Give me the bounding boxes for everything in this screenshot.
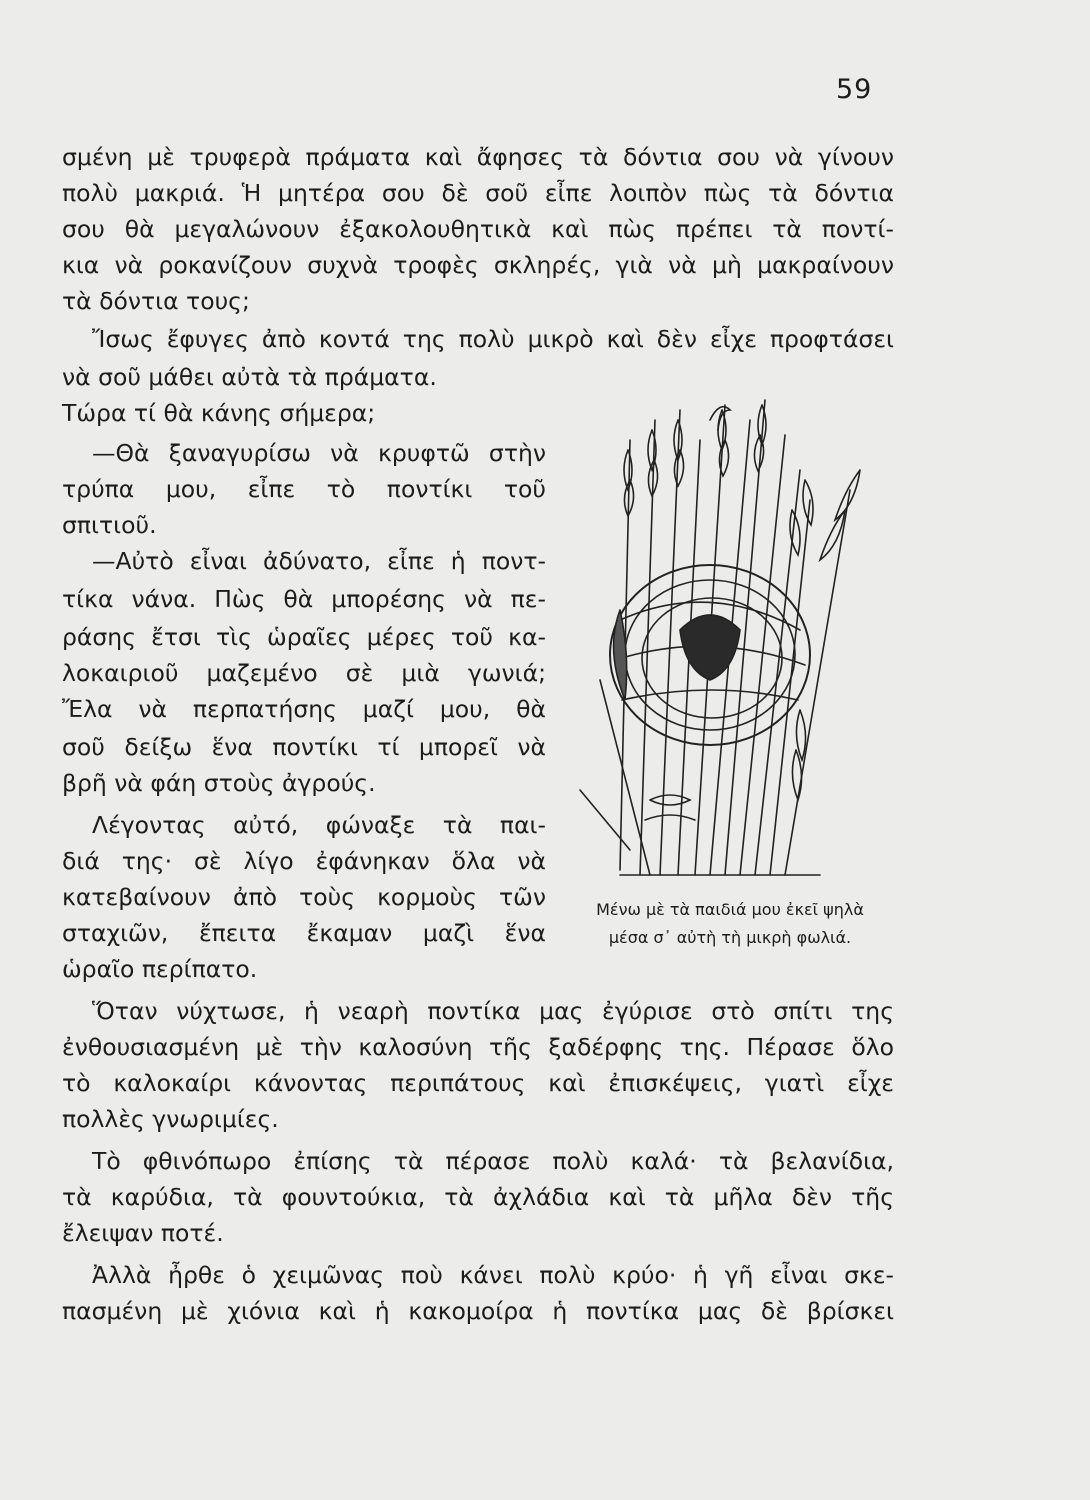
text-line: τὰ δόντια τους; [62, 287, 250, 315]
text-line: τρύπα μου, εἶπε τὸ ποντίκι τοῦ [62, 475, 546, 503]
text-line: σταχιῶν, ἔπειτα ἔκαμαν μαζὶ ἕνα [62, 919, 546, 947]
text-line: πασμένη μὲ χιόνια καὶ ἡ κακομοίρα ἡ ποντίκα μας δὲ βρίσκει [62, 1297, 894, 1325]
text-line: Τώρα τί θὰ κάνης σήμερα; [62, 399, 376, 427]
text-line: διά της· σὲ λίγο ἐφάνηκαν ὅλα νὰ [62, 847, 546, 875]
text-line: νὰ σοῦ μάθει αὐτὰ τὰ πράματα. [62, 363, 437, 391]
text-line: ράσης ἔτσι τὶς ὡραῖες μέρες τοῦ κα- [62, 623, 546, 651]
text-line: πολλὲς γνωριμίες. [62, 1105, 279, 1133]
text-line: κατεβαίνουν ἀπὸ τοὺς κορμοὺς τῶν [62, 883, 546, 911]
text-line: τὸ καλοκαίρι κάνοντας περιπάτους καὶ ἐπισκέψεις, γιατὶ εἶχε [62, 1069, 894, 1097]
text-line: —Αὐτὸ εἶναι ἀδύνατο, εἶπε ἡ ποντ- [92, 547, 546, 575]
text-line: κια νὰ ροκανίζουν συχνὰ τροφὲς σκληρές, γιὰ νὰ μὴ μακραίνουν [62, 251, 894, 279]
text-line: σου θὰ μεγαλώνουν ἐξακολουθητικὰ καὶ πὼς πρέπει τὰ ποντί- [62, 215, 894, 243]
text-line: Ἴσως ἔφυγες ἀπὸ κοντά της πολὺ μικρὸ καὶ δὲν εἶχε προφτάσει [92, 325, 894, 353]
figure-caption-line1: Μένω μὲ τὰ παιδιά μου ἐκεῖ ψηλὰ [596, 900, 864, 919]
page-number: 59 [836, 74, 873, 105]
text-line: Ἔλα νὰ περπατήσης μαζί μου, θὰ [62, 695, 546, 723]
text-line: Λέγοντας αὐτό, φώναξε τὰ παι- [92, 811, 546, 839]
figure-caption-line2: μέσα σ᾽ αὐτὴ τὴ μικρὴ φωλιά. [608, 928, 852, 947]
text-line: λοκαιριοῦ μαζεμένο σὲ μιὰ γωνιά; [62, 659, 546, 687]
text-line: σοῦ δείξω ἕνα ποντίκι τί μπορεῖ νὰ [62, 733, 546, 761]
text-line: Τὸ φθινόπωρο ἐπίσης τὰ πέρασε πολὺ καλά· τὰ βελανίδια, [92, 1147, 894, 1175]
text-line: σπιτιοῦ. [62, 511, 157, 539]
wheat-nest-drawing [560, 380, 900, 900]
text-line: τίκα νάνα. Πὼς θὰ μπορέσης νὰ πε- [62, 585, 546, 613]
text-line: πολὺ μακριά. Ἡ μητέρα σου δὲ σοῦ εἶπε λοιπὸν πὼς τὰ δόντια [62, 179, 894, 207]
text-line: Ὅταν νύχτωσε, ἡ νεαρὴ ποντίκα μας ἐγύρισε στὸ σπίτι της [92, 997, 894, 1025]
text-line: τὰ καρύδια, τὰ φουντούκια, τὰ ἀχλάδια καὶ τὰ μῆλα δὲν τῆς [62, 1183, 894, 1211]
text-line: ἐνθουσιασμένη μὲ τὴν καλοσύνη τῆς ξαδέρφης της. Πέρασε ὅλο [62, 1033, 894, 1061]
wheat-nest-illustration [560, 380, 900, 900]
text-line: ἔλειψαν ποτέ. [62, 1219, 224, 1247]
text-line: Ἀλλὰ ἦρθε ὁ χειμῶνας ποὺ κάνει πολὺ κρύο· ἡ γῆ εἶναι σκε- [92, 1261, 894, 1289]
text-line: βρῆ νὰ φάη στοὺς ἀγρούς. [62, 769, 376, 797]
text-line: —Θὰ ξαναγυρίσω νὰ κρυφτῶ στὴν [92, 439, 546, 467]
text-line: ὡραῖο περίπατο. [62, 955, 258, 983]
text-line: σμένη μὲ τρυφερὰ πράματα καὶ ἄφησες τὰ δόντια σου νὰ γίνουν [62, 143, 894, 171]
